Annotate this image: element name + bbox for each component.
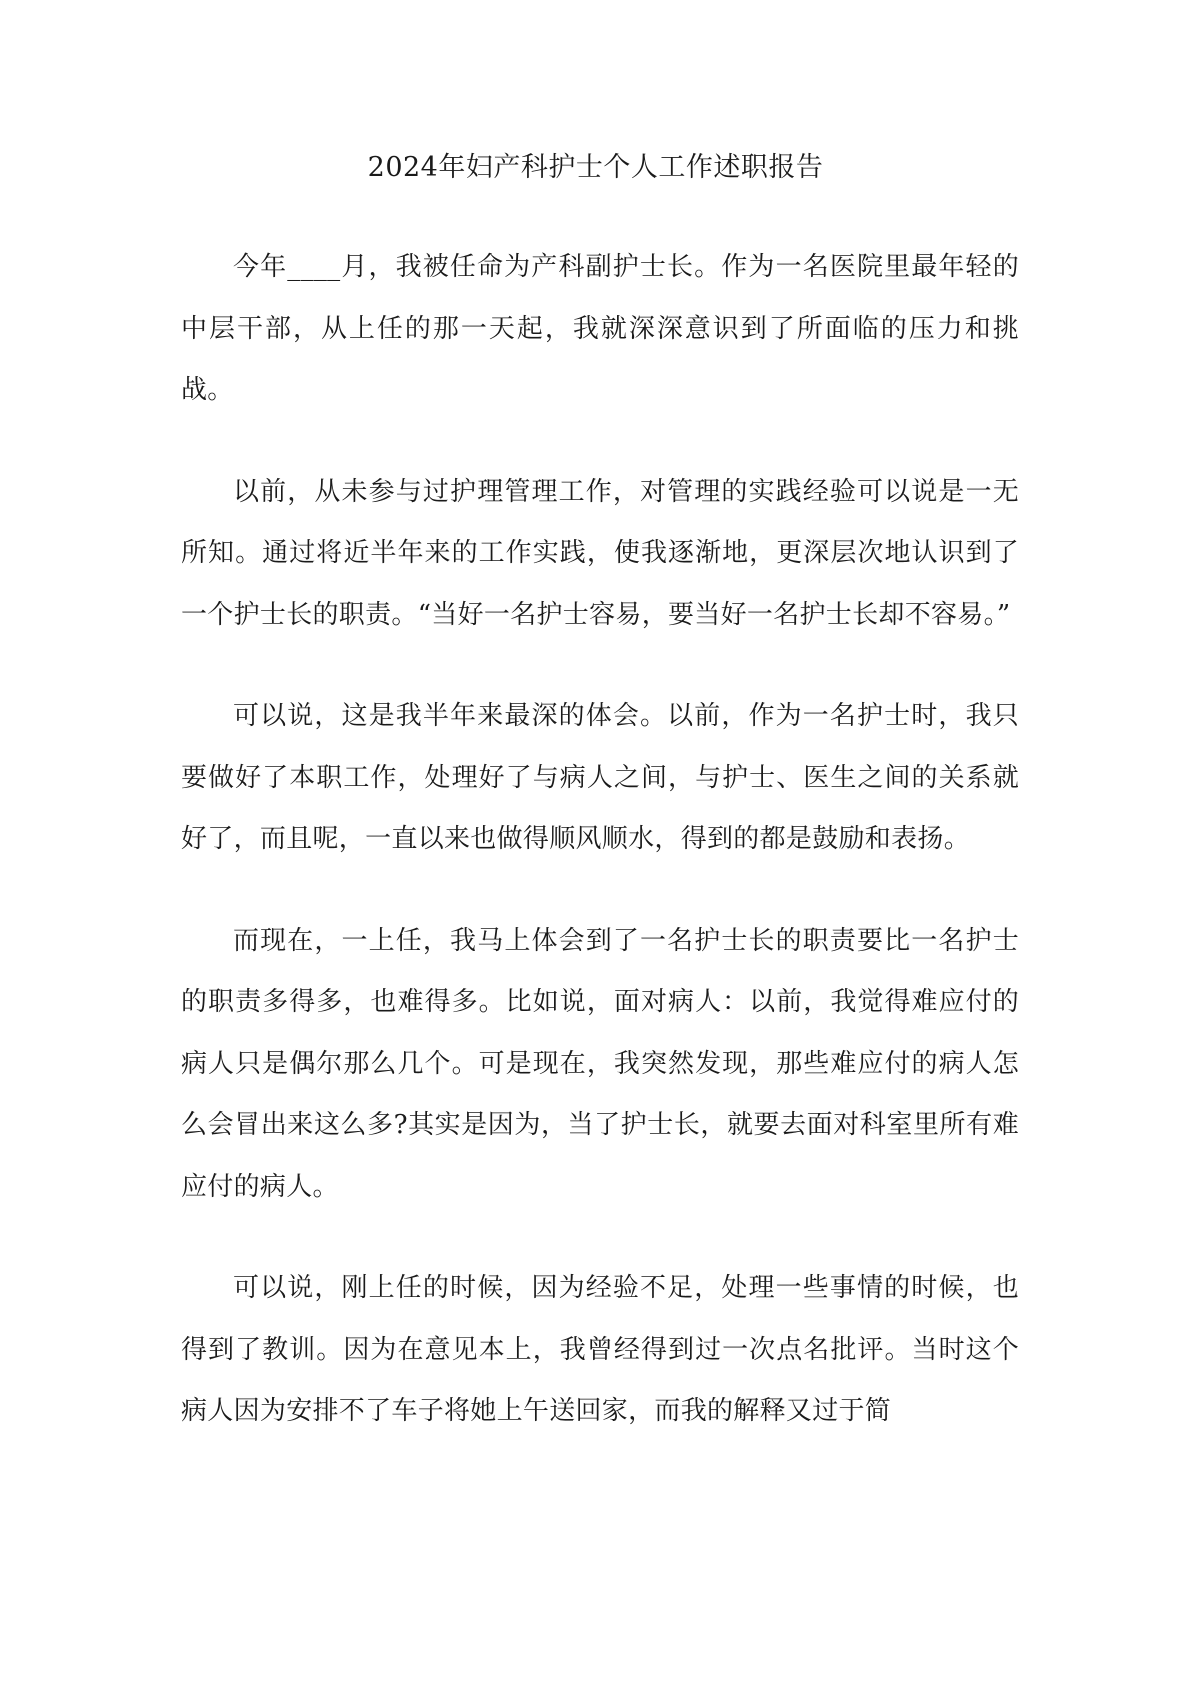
paragraph-3: 可以说，这是我半年来最深的体会。以前，作为一名护士时，我只要做好了本职工作，处理好了与病人之间，与护士、医生之间的关系就好了，而且呢，一直以来也做得顺风顺水，得到的都是鼓励和表扬。: [181, 701, 1019, 854]
document-body: [181, 237, 1019, 1483]
paragraph-2: 以前，从未参与过护理管理工作，对管理的实践经验可以说是一无所知。通过将近半年来的工作实践，使我逐渐地，更深层次地认识到了一个护士长的职责。“当好一名护士容易，要当好一名护士长却不容易。”: [181, 476, 1019, 630]
document-title: 2024年妇产科护士个人工作述职报告: [367, 152, 824, 183]
paragraph-5: 可以说，刚上任的时候，因为经验不足，处理一些事情的时候，也得到了教训。因为在意见本上，我曾经得到过一次点名批评。当时这个病人因为安排不了车子将她上午送回家，而我的解释又过于简: [181, 1273, 1019, 1426]
paragraph-1: 今年____月，我被任命为产科副护士长。作为一名医院里最年轻的中层干部，从上任的那一天起，我就深深意识到了所面临的压力和挑战。: [181, 252, 1019, 405]
paragraph-4: 而现在，一上任，我马上体会到了一名护士长的职责要比一名护士的职责多得多，也难得多。比如说，面对病人：以前，我觉得难应付的病人只是偶尔那么几个。可是现在，我突然发现，那些难应付的病人怎么会冒出来这么多?其实是因为，当了护士长，就要去面对科室里所有难应付的病人。: [181, 925, 1019, 1202]
